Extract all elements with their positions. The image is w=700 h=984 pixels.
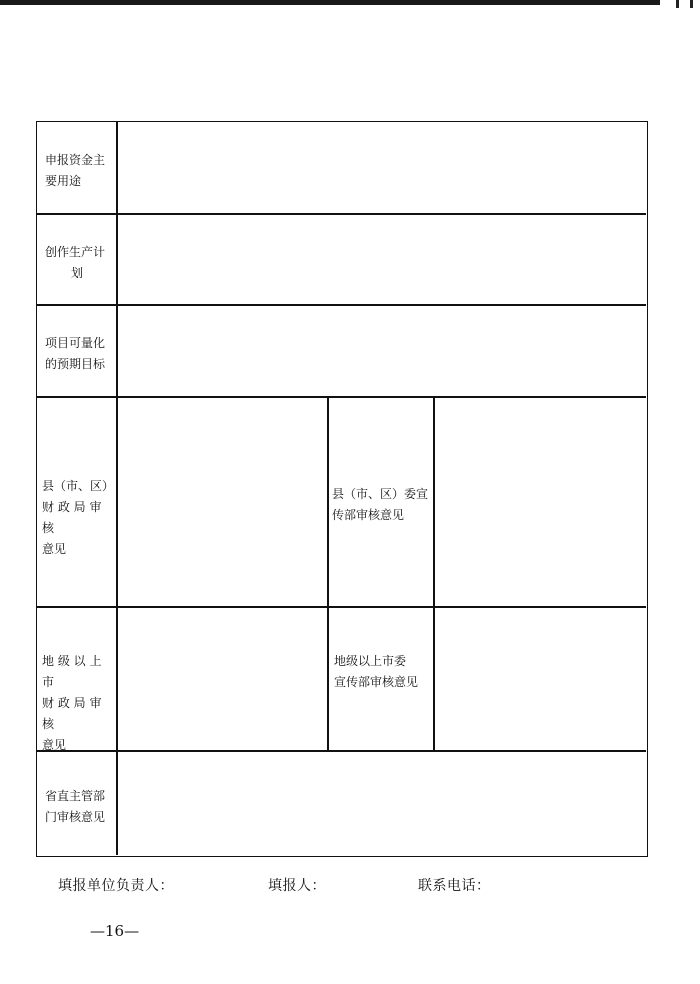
county-publicity-review-label: [332, 484, 432, 526]
label-line: 县（市、区）: [42, 479, 115, 493]
county-finance-review-field[interactable]: [118, 397, 325, 603]
production-plan-label: [45, 242, 111, 284]
city-publicity-review-field[interactable]: [435, 608, 646, 748]
label-line: 省直主管部: [45, 789, 106, 803]
province-dept-review-field[interactable]: [118, 752, 646, 855]
city-finance-review-label: [42, 651, 114, 756]
label-line: 意见: [42, 542, 67, 556]
label-line: 划: [71, 266, 84, 280]
filler-label: 填报人：: [268, 878, 326, 894]
scan-edge-bar: [0, 0, 690, 5]
county-publicity-review-field[interactable]: [435, 397, 646, 603]
city-publicity-review-label: [334, 651, 430, 693]
city-finance-review-field[interactable]: [118, 608, 325, 748]
scan-edge-gap: [660, 0, 700, 6]
label-line: 县（市、区）委宣: [332, 487, 429, 501]
label-line: 的预期目标: [45, 357, 106, 371]
label-line: 项目可量化: [45, 336, 106, 350]
quantified-goals-label: [45, 333, 111, 375]
label-line: 地 级 以 上 市: [42, 654, 102, 689]
main-use-field[interactable]: [118, 123, 646, 211]
phone-label: 联系电话：: [418, 878, 491, 894]
label-line: 申报资金主: [45, 153, 106, 167]
scan-mark: [676, 0, 679, 8]
page-number: —16—: [90, 922, 140, 940]
province-dept-review-label: [45, 786, 111, 828]
unit-leader-label: 填报单位负责人：: [58, 878, 174, 894]
label-line: 传部审核意见: [332, 508, 405, 522]
label-line: 财 政 局 审 核: [42, 500, 102, 535]
main-use-label: [45, 150, 111, 192]
label-line: 地级以上市委: [334, 654, 407, 668]
label-line: 要用途: [45, 174, 82, 188]
label-line: 创作生产计: [45, 245, 106, 259]
county-finance-review-label: [42, 476, 114, 560]
production-plan-field[interactable]: [118, 214, 646, 302]
review-column-divider: [327, 396, 329, 750]
scan-mark: [690, 0, 693, 8]
label-line: 财 政 局 审 核: [42, 696, 102, 731]
label-line: 宣传部审核意见: [334, 675, 419, 689]
quantified-goals-field[interactable]: [118, 306, 646, 394]
label-line: 意见: [42, 738, 67, 752]
label-line: 门审核意见: [45, 810, 106, 824]
